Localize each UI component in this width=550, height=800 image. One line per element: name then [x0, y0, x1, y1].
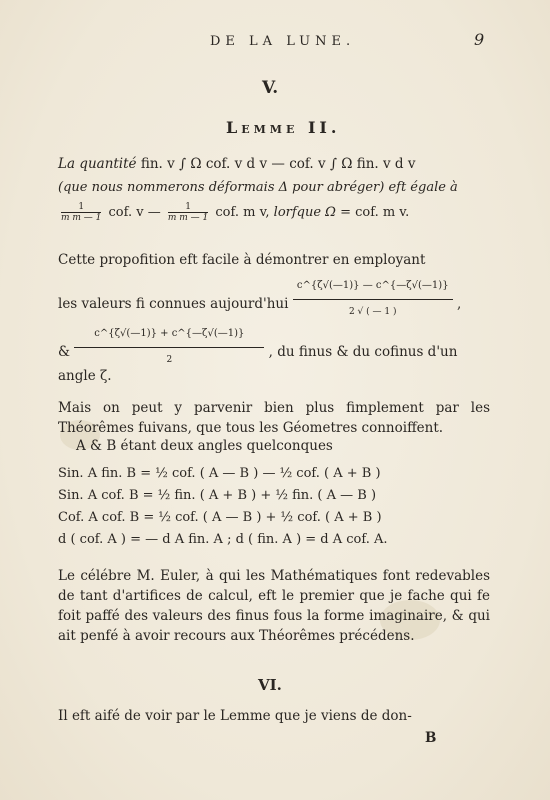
statement-line-3	[58, 202, 409, 223]
proof-line-4: angle ζ.	[58, 368, 112, 384]
paragraph-2-last: A & B étant deux angles quelconques	[76, 438, 333, 454]
statement-term-1: cof. v —	[108, 205, 161, 220]
fraction: $\frac{1}{\text{m m — 1}}$	[167, 202, 209, 223]
proof-text: , du finus & du cofinus d'un	[268, 344, 458, 360]
lemma-title: Lemme II.	[226, 118, 341, 137]
signature-mark: B	[425, 730, 437, 746]
proof-comma: ,	[457, 296, 462, 312]
paragraph-3: Le célébre M. Euler, à qui les Mathématiques font redevables de tant d'artifices de calcul, eft le premier que je fache qui fe foit paffé des valeurs des finus fous la forme imaginaire, & qui ait penfé à avoir recours aux Théorêmes précédens.	[58, 568, 490, 644]
statement-term-4: = cof. m v.	[335, 205, 410, 220]
statement-line-2: (que nous nommerons déformais Δ pour abréger) eft égale à	[58, 180, 458, 195]
statement-term-2: cof. m v,	[215, 205, 274, 220]
section-number: V.	[262, 78, 279, 98]
proof-text: les valeurs fi connues aujourd'hui	[58, 296, 289, 312]
paragraph-2: Mais on peut y parvenir bien plus fimplement par les Théorêmes fuivans, que tous les Géometres connoiffent.	[58, 400, 490, 436]
proof-line-1: Cette propofition eft facile à démontrer en employant	[58, 252, 426, 268]
page-number: 9	[474, 30, 485, 49]
proof-fraction-2: $\frac{c\^{}\{\zeta√(—1)\} + c\^{}\{—\zeta√(—1)\}}{2}$	[74, 328, 264, 365]
statement-term-3: lorfque Ω	[273, 205, 336, 220]
proof-line-2	[58, 280, 461, 317]
statement-lead: La quantité	[58, 156, 137, 172]
statement-line-1	[58, 156, 415, 172]
next-section-number: VI.	[258, 676, 282, 694]
statement-formula-1: fin. v ∫ Ω cof. v d v — cof. v ∫ Ω fin. v d v	[140, 156, 416, 172]
equation-3: Cof. A cof. B = ½ cof. ( A — B ) + ½ cof. ( A + B )	[58, 510, 382, 525]
proof-fraction-1: $\frac{c\^{}\{\zeta√(—1)\} — c\^{}\{—\zeta√(—1)\}}{2 √ ( — 1 )}$	[293, 280, 453, 317]
fraction: $\frac{1}{\text{m m — 1}}$	[61, 202, 102, 223]
proof-and: &	[58, 344, 71, 360]
running-header: DE LA LUNE.	[210, 34, 356, 49]
next-section-first-line: Il eft aifé de voir par le Lemme que je viens de don-	[58, 708, 412, 724]
equation-1: Sin. A fin. B = ½ cof. ( A — B ) — ½ cof. ( A + B )	[58, 466, 381, 481]
equation-4: d ( cof. A ) = — d A fin. A ; d ( fin. A ) = d A cof. A.	[58, 532, 388, 547]
proof-line-3	[58, 328, 457, 365]
equation-2: Sin. A cof. B = ½ fin. ( A + B ) + ½ fin. ( A — B )	[58, 488, 377, 503]
